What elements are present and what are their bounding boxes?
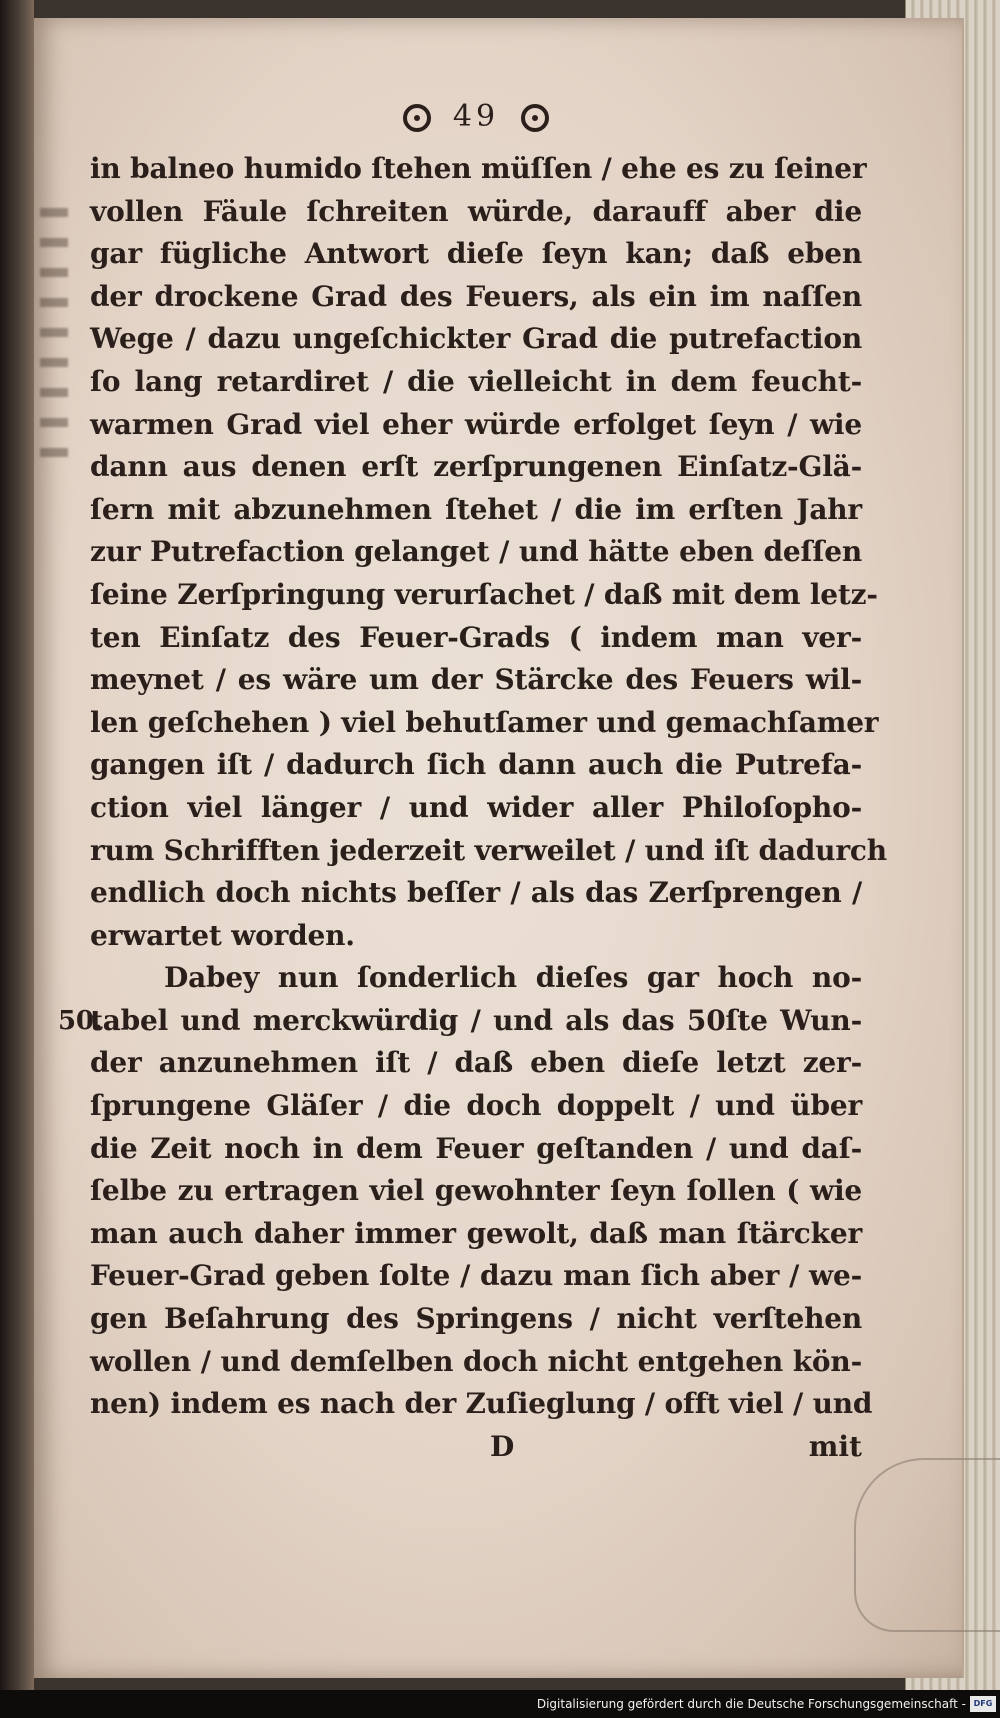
page-footer-catchwords [90, 1426, 862, 1468]
signature-mark: D [490, 1429, 515, 1463]
text-line: ſprungene Gläſer / die doch doppelt / und über [90, 1089, 862, 1123]
text-line: nen) indem es nach der Zuſieglung / offt viel / und [90, 1387, 873, 1421]
text-line: zur Putrefaction gelanget / und hätte eben deſſen [90, 535, 862, 569]
text-line: Dabey nun ſonderlich dieſes gar hoch no- [164, 961, 862, 995]
page-number: 49 [452, 99, 500, 134]
text-line: die Zeit noch in dem Feuer geſtanden / und daſ- [90, 1131, 862, 1165]
book-binding-shadow [0, 0, 34, 1718]
text-line: gar fügliche Antwort dieſe ſeyn kan; daß eben [90, 237, 862, 271]
paragraph-2 [58, 957, 873, 1426]
text-line: warmen Grad viel eher würde erfolget ſeyn / wie [90, 407, 862, 441]
text-line: gangen iſt / dadurch ſich dann auch die Putrefa- [90, 748, 862, 782]
digitization-footer [0, 1690, 1000, 1718]
text-line: Feuer-Grad geben ſolte / dazu man ſich aber / we- [90, 1259, 862, 1293]
catchword: mit [808, 1429, 862, 1463]
text-line: gen Beſahrung des Springens / nicht verſtehen [90, 1302, 862, 1336]
text-line: ſern mit abzunehmen ſtehet / die im erſten Jahr [90, 492, 862, 526]
text-line: dann aus denen erſt zerſprungenen Einſatz-Glä- [90, 450, 862, 484]
footer-credit: Digitalisierung gefördert durch die Deutsche Forschungsgemeinschaft - [536, 1697, 966, 1711]
text-line: ſo lang retardiret / die vielleicht in dem feucht- [90, 364, 862, 398]
text-line: in balneo humido ſtehen müſſen / ehe es zu ſeiner [90, 152, 867, 185]
text-line: vollen Fäule ſchreiten würde, darauff aber die [90, 194, 862, 228]
text-line: rum Schrifften jederzeit verweilet / und iſt dadurch [90, 833, 887, 867]
text-line: meynet / es wäre um der Stärcke des Feuers wil- [90, 663, 862, 697]
page-text [58, 92, 887, 1468]
ornament-right-icon [521, 104, 549, 132]
dfg-logo: DFG [970, 1696, 996, 1712]
text-line: der anzunehmen iſt / daß eben dieſe letzt zer- [90, 1046, 862, 1080]
text-line: der drockene Grad des Feuers, als ein im naſſen [90, 279, 862, 313]
ornament-left-icon [403, 104, 431, 132]
margin-note: 50. [58, 1005, 103, 1036]
page-corner-mark [854, 1458, 1000, 1632]
page-header [90, 92, 862, 142]
text-line: erwartet worden. [90, 918, 355, 952]
text-line: endlich doch nichts beſſer / als das Zerſprengen / [90, 876, 862, 910]
bleed-through [40, 208, 68, 468]
text-line: len geſchehen ) viel behutſamer und gemachſamer [90, 705, 879, 739]
text-line: man auch daher immer gewolt, daß man ſtärcker [90, 1216, 862, 1250]
text-line: tabel und merckwürdig / und als das 50ſte Wun- [90, 1003, 862, 1037]
text-line-with-note [58, 1000, 862, 1043]
text-line: ſelbe zu ertragen viel gewohnter ſeyn ſollen ( wie [90, 1174, 862, 1208]
text-line: ction viel länger / und wider aller Philoſopho- [90, 790, 862, 824]
text-line: ten Einſatz des Feuer-Grads ( indem man ver- [90, 620, 862, 654]
text-line: Wege / dazu ungeſchickter Grad die putrefaction [90, 322, 862, 356]
text-line: wollen / und demſelben doch nicht entgehen kön- [90, 1344, 862, 1378]
text-line: ſeine Zerſpringung verurſachet / daß mit dem letz- [90, 577, 878, 611]
paragraph-1 [90, 148, 887, 957]
